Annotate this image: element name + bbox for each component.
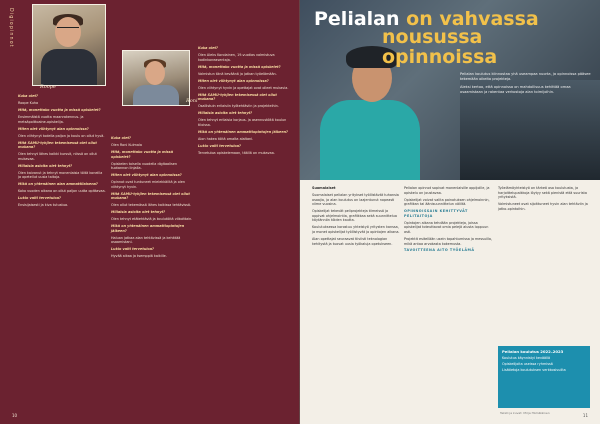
article-column-2: [404, 186, 494, 255]
interview-question: Lukio vaiti tervetuloa?: [198, 143, 242, 148]
interview-answer: Tervetuloa opiskelemaan, täällä on mukavaa.: [198, 150, 275, 155]
interview-answer: Olen Roni Kulmala: [111, 142, 142, 147]
page-number-left: 10: [12, 412, 18, 418]
body-paragraph: Projektit esitellään usein tapahtumissa ja messuilla, mikä antaa arvokasta kokemusta.: [404, 236, 493, 246]
title-line1: Pelialan: [314, 8, 400, 30]
body-paragraph: Työelämäyhteistyö on tärkeä osa koulutusta, ja harjoittelupaikkoja löytyy sekä pienistä että suurista yrityksistä.: [498, 186, 587, 200]
photo-caption-roni: Roni: [186, 98, 198, 104]
lead-paragraph: Pelialan koulutus kiinnostaa yhä useampaa nuorta, ja opinnoissa pääsee tekemään oikeita projekteja.: [460, 72, 591, 81]
fact-box: [498, 346, 590, 408]
interview-answer: Olen tehnyt erilaisia korjaus- ja asennustöitä koulun tiloissa.: [198, 118, 287, 127]
interview-answer: Valmistun tänä keväänä ja jatkan työelämään.: [198, 71, 277, 76]
body-paragraph: Opiskelijat voivat valita painotuksen ohjelmoinnin, grafiikan tai äänisuunnittelun väliltä.: [404, 197, 490, 207]
interview-answer: Opinnot ovat tuntuneet mielekkäiltä ja olen viihtynyt hyvin.: [111, 180, 185, 189]
interview-question: Mitä, monettako vuotta ja missä opiskelet?: [198, 64, 281, 69]
body-paragraph: Opintojen aikana tehdään projekteja, joissa opiskelijat toteuttavat omia pelejä alusta loppuun asti.: [404, 220, 489, 234]
interview-question: Mitä, monettako vuotta ja missä opiskelet?: [111, 149, 173, 159]
interview-question: Mikä on yhtenäinen alan ammattilaisena?: [18, 182, 98, 187]
interview-column-2: [111, 136, 193, 261]
body-paragraph: [312, 186, 400, 191]
fact-item: Lisätietoja koulutuksen verkkosivuilta: [502, 368, 566, 373]
interview-answer: Ensimmäistä vuotta maanrakennus- ja metsäpolttoaine-opiskelija.: [18, 114, 84, 124]
fact-item: Opiskelijoita useissa ryhmissä: [502, 362, 553, 367]
body-paragraph: Koulutuksessa korostuu yhteistyö yritysten kanssa, ja monet opiskelijat työllistyvät jo opintojen aikana.: [312, 225, 400, 234]
interview-question: Millaisia asioita olet tehnyt?: [111, 210, 166, 215]
interview-answer: Haluan jatkaa alan tehtävissä ja kehittää osaamistani.: [111, 235, 181, 245]
interview-column-1: [18, 94, 106, 210]
interview-question: Kuka olet?: [111, 136, 131, 140]
photo-caption-roope: Roope: [40, 84, 56, 90]
section-label-text: Digiopinnot: [8, 8, 13, 48]
portrait-photo-roni: [122, 50, 190, 106]
interview-question: Miten olet viihtynyt alan opinnoissa?: [18, 126, 89, 131]
fact-box-heading: Pelialan koulutus 2022–2023: [502, 349, 564, 354]
interview-question: Mitä SAMU-tyhjien tekemisessä olet ollut mukana?: [198, 92, 277, 102]
figure-body: [41, 49, 97, 86]
body-paragraph: Alan opettajat seuraavat tiiviisti teknologian kehitystä ja tuovat uusia työkaluja opetukseen.: [312, 236, 393, 246]
interview-answer: Olen viihtynyt hyvin ja opettajat ovat olleet mukavia.: [198, 85, 289, 90]
interview-answer: Roope Kuha: [18, 100, 39, 105]
interview-question: Miten olet viihtynyt alan opinnoissa?: [198, 78, 269, 83]
interview-question: Mitä SAMU-tyhjien tekemisessä olet ollut mukana?: [18, 140, 97, 150]
interview-question: Kuka olet?: [18, 94, 38, 98]
interview-answer: Olen viihtynyt todella paljon ja koulu on ollut hyvä.: [18, 133, 105, 138]
body-paragraph: Opiskelijat tekevät peliprojekteja tiimeissä ja oppivat ohjelmointia, grafiikkaa sekä suunnittelua käytännön töiden kautta.: [312, 209, 397, 223]
interview-answer: Olen tehnyt lähes kaikki kurssit, niissä on ollut mukavaa.: [18, 152, 97, 161]
interview-question: Lukio vaiti tervetuloa?: [111, 247, 155, 252]
figure-head: [145, 61, 165, 85]
article-lead: [460, 72, 592, 97]
article-column-1: [312, 186, 400, 248]
interview-answer: Koko vuoden aikana on ollut paljon uutta opittavaa.: [18, 189, 106, 194]
interview-answer: Hyvää aikaa ja tsemppiä kaikille.: [111, 254, 167, 259]
section-label: [3, 8, 15, 108]
figure-body: [133, 85, 179, 106]
interview-answer: Olen Aleks Korolainen, 19-vuotias valmistuva kodinkoneasentaja.: [198, 52, 275, 62]
article-column-3: [498, 186, 590, 214]
interview-answer: Olen ollut tekemässä lähes kaikissa tehtävissä.: [111, 203, 192, 208]
title-line2: nousussa opinnoissa: [382, 26, 498, 68]
page-number-right: 11: [582, 412, 588, 418]
interview-question: Mikä on yhtenäinen ammattiopintojen jälkeen?: [198, 129, 289, 134]
interview-answer: Osallistuin erilaisiin työtehtäviin ja projekteihin.: [198, 104, 279, 109]
interview-answer: Ensisijaisesti ja kiva tutustua.: [18, 203, 69, 208]
right-page: [300, 0, 600, 424]
body-paragraph: Valmistuneet ovat sijoittuneet hyvin alan tehtäviin ja jatko-opintoihin.: [498, 202, 588, 211]
interview-answer: Opiskelen toisella vuodella digitaalisen tuotannon linjalla.: [111, 161, 178, 171]
interview-question: Mitä SAMU-tyhjien tekemisessä olet ollut mukana?: [111, 191, 190, 201]
interview-question: Kuka olet?: [198, 46, 218, 50]
figure-head: [55, 17, 81, 47]
interview-answer: Olen kaivanut ja tehnyt monenlaisia töitä koneilla ja opetellut uusia taitoja.: [18, 170, 103, 180]
interview-column-3: [198, 46, 290, 158]
fact-item: Koulutus käynnistyi keväällä: [502, 356, 551, 361]
title-accent: on vahvassa: [406, 8, 539, 30]
interview-question: Lukio vaiti tervetuloa?: [18, 196, 62, 201]
interview-question: Miten olet viihtynyt alan opinnoissa?: [111, 173, 182, 178]
student-body: [320, 100, 420, 180]
interview-question: Millaisia asioita olet tehnyt?: [198, 111, 253, 116]
body-paragraph: Pelialan opinnot sopivat monenlaisille oppijoille, ja opiskelu on joustavaa.: [404, 186, 490, 195]
lead-in-word: Suomalaiset: [312, 186, 336, 190]
subheading-1: OPINNOISSAIN KEHITTYVÄT PELITAITOJA: [404, 209, 468, 218]
interview-answer: Olen tehnyt etätehtäviä ja koulutöitä viikoittain.: [111, 217, 193, 222]
photo-credit: Teksti ja kuvat: Mirja Hämäläinen: [500, 411, 550, 415]
lead-paragraph: Aleksi kertoo, että opinnoissa on mahdollisuus kehittää omaa osaamistaan ja rakentaa verkostoja alan toimijoihin.: [460, 84, 571, 94]
interview-question: Millaisia asioita olet tehnyt?: [18, 163, 73, 168]
body-paragraph: Suomalaiset pelialan yritykset työllistävät tuhansia osaajia, ja alan koulutus on laajentunut nopeasti viime vuosina.: [312, 192, 399, 207]
glasses-shape: [57, 27, 79, 31]
interview-question: Mikä on yhtenäinen ammattiopintojen jälkeen?: [111, 224, 185, 233]
interview-question: Mitä, monettako vuotta ja missä opiskelet?: [18, 107, 101, 112]
interview-answer: Aion hakea töitä omalta alaltani.: [198, 136, 254, 141]
portrait-photo-roope: [32, 4, 106, 86]
subheading-2: TAVOITTEENA AITO TYÖELÄMÄ: [404, 248, 475, 253]
